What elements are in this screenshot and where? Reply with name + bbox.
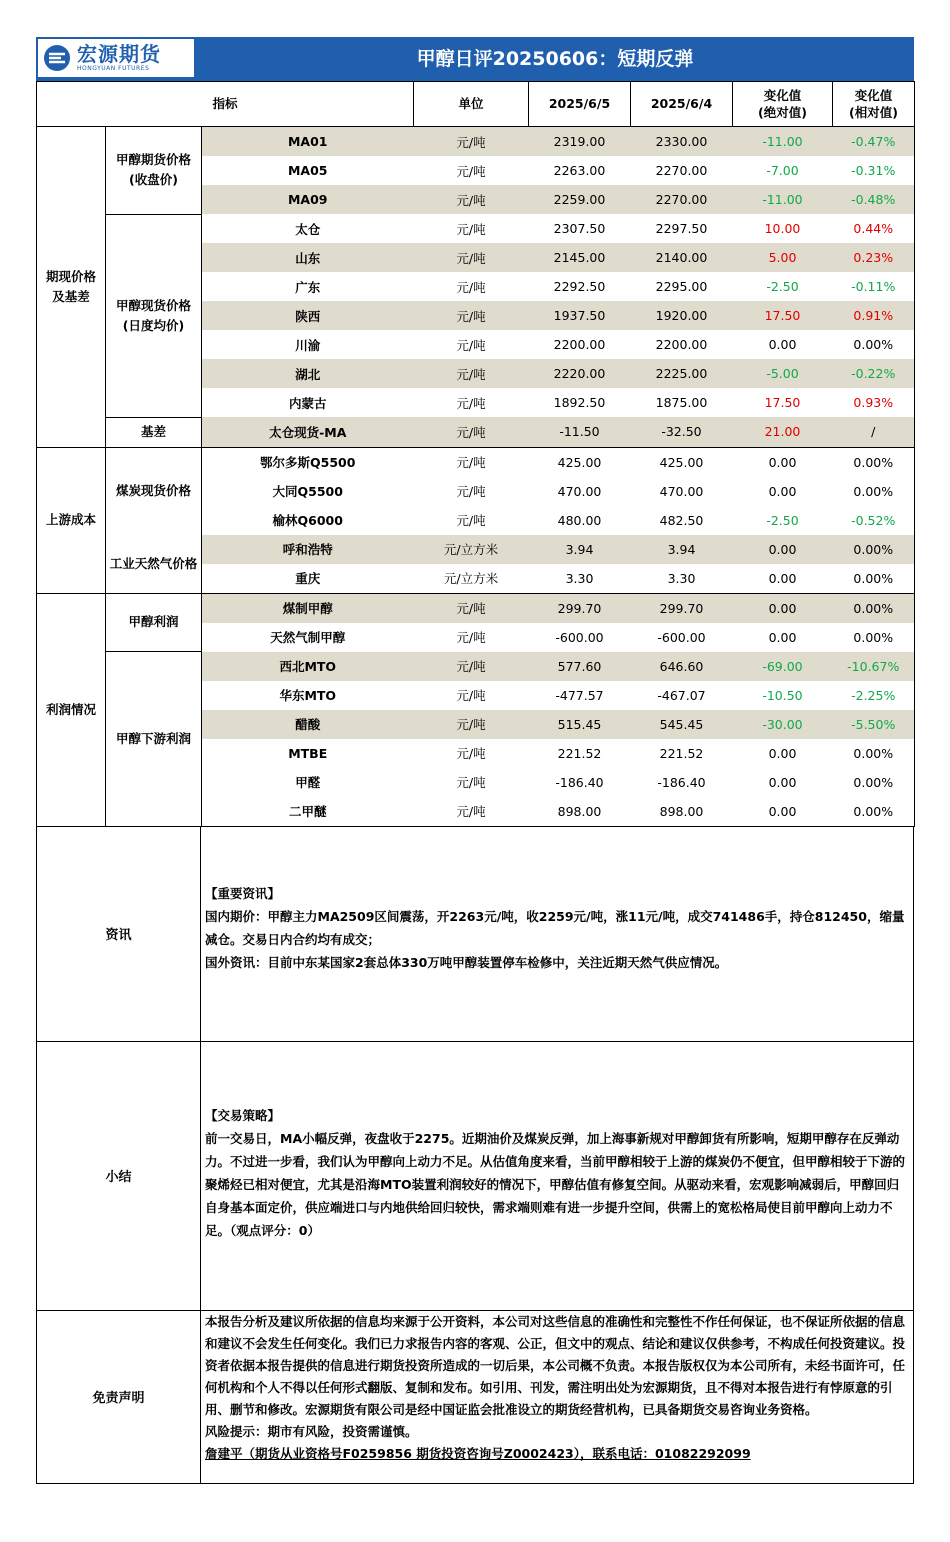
- hongyuan-logo-icon: [43, 44, 71, 72]
- cell-unit: 元/吨: [414, 243, 529, 272]
- cell-rel-change: 0.00%: [833, 330, 915, 359]
- cell-unit: 元/吨: [414, 681, 529, 710]
- cell-abs-change: -5.00: [733, 359, 833, 388]
- cell-unit: 元/吨: [414, 185, 529, 214]
- table-row: [37, 593, 915, 623]
- logo-english-text: HONGYUAN FUTURES: [77, 65, 150, 72]
- cell-rel-change: -5.50%: [833, 710, 915, 739]
- cell-date1-value: -477.57: [529, 681, 631, 710]
- disclaimer-section: [36, 1311, 914, 1484]
- cell-date2-value: 470.00: [631, 477, 733, 506]
- cell-unit: 元/吨: [414, 272, 529, 301]
- disclaimer-text: 本报告分析及建议所依据的信息均来源于公开资料，本公司对这些信息的准确性和完整性不作任何保证，也不保证所依据的信息和建议不会发生任何变化。我们已力求报告内容的客观、公正，但文中的观点、结论和建议仅供参考，不构成任何投资建议。投资者依据本报告提供的信息进行期货投资所造成的一切后果，本公司概不负责。本报告版权仅为本公司所有，未经书面许可，任何机构和个人不得以任何形式翻版、复制和发布。如引用、刊发，需注明出处为宏源期货，且不得对本报告进行有悖原意的引用、删节和修改。宏源期货有限公司是经中国证监会批准设立的期货经营机构，已具备期货交易咨询业务资格。: [205, 1313, 906, 1417]
- cell-date1-value: 3.94: [529, 535, 631, 564]
- cell-indicator: 内蒙古: [202, 388, 414, 417]
- cell-unit: 元/吨: [414, 506, 529, 535]
- cell-abs-change: 0.00: [733, 797, 833, 827]
- cell-rel-change: -0.47%: [833, 127, 915, 157]
- cell-rel-change: 0.00%: [833, 535, 915, 564]
- cell-rel-change: 0.00%: [833, 447, 915, 477]
- cell-indicator: 甲醛: [202, 768, 414, 797]
- cell-indicator: 太仓: [202, 214, 414, 243]
- header-indicator: 指标: [37, 82, 414, 127]
- cell-indicator: 榆林Q6000: [202, 506, 414, 535]
- header-abs-change-line1: 变化值: [763, 87, 802, 103]
- cell-abs-change: 0.00: [733, 768, 833, 797]
- cell-date1-value: 2292.50: [529, 272, 631, 301]
- sub-methanol-profit-line1: 甲醇利润: [128, 614, 179, 630]
- cell-indicator: 湖北: [202, 359, 414, 388]
- sub-basis: [106, 417, 202, 447]
- cell-rel-change: -0.31%: [833, 156, 915, 185]
- cell-indicator: 陕西: [202, 301, 414, 330]
- cell-indicator: 西北MTO: [202, 652, 414, 681]
- cell-abs-change: 0.00: [733, 739, 833, 768]
- cell-indicator: 煤制甲醇: [202, 593, 414, 623]
- cell-date1-value: 3.30: [529, 564, 631, 594]
- cell-date1-value: 1892.50: [529, 388, 631, 417]
- cell-unit: 元/吨: [414, 623, 529, 652]
- cell-indicator: 川渝: [202, 330, 414, 359]
- cell-date2-value: 3.94: [631, 535, 733, 564]
- cell-abs-change: -10.50: [733, 681, 833, 710]
- cell-unit: 元/立方米: [414, 564, 529, 594]
- cell-date1-value: 2259.00: [529, 185, 631, 214]
- cell-abs-change: 0.00: [733, 564, 833, 594]
- sub-spot-price-line2: (日度均价): [122, 317, 185, 333]
- section-upstream: 上游成本: [37, 447, 106, 593]
- cell-date2-value: 2270.00: [631, 156, 733, 185]
- cell-date2-value: 1920.00: [631, 301, 733, 330]
- sub-coal-price: [106, 447, 202, 535]
- cell-rel-change: 0.93%: [833, 388, 915, 417]
- cell-indicator: 二甲醚: [202, 797, 414, 827]
- cell-date2-value: 646.60: [631, 652, 733, 681]
- risk-warning: 风险提示：期市有风险，投资需谨慎。: [205, 1423, 418, 1439]
- cell-unit: 元/吨: [414, 797, 529, 827]
- cell-rel-change: /: [833, 417, 915, 447]
- cell-rel-change: -0.22%: [833, 359, 915, 388]
- cell-abs-change: 0.00: [733, 447, 833, 477]
- cell-unit: 元/吨: [414, 214, 529, 243]
- cell-date1-value: 470.00: [529, 477, 631, 506]
- cell-date2-value: -186.40: [631, 768, 733, 797]
- cell-date1-value: 2145.00: [529, 243, 631, 272]
- cell-rel-change: 0.00%: [833, 564, 915, 594]
- cell-date2-value: -467.07: [631, 681, 733, 710]
- cell-rel-change: -10.67%: [833, 652, 915, 681]
- cell-abs-change: 17.50: [733, 388, 833, 417]
- cell-date2-value: 299.70: [631, 593, 733, 623]
- cell-unit: 元/吨: [414, 127, 529, 157]
- sub-gas-price: [106, 535, 202, 594]
- sub-downstream-profit-line1: 甲醇下游利润: [115, 730, 191, 746]
- sub-futures-price: [106, 127, 202, 215]
- section-price-basis: 期现价格及基差: [37, 127, 106, 448]
- cell-date1-value: -11.50: [529, 417, 631, 447]
- cell-abs-change: -11.00: [733, 127, 833, 157]
- cell-unit: 元/吨: [414, 156, 529, 185]
- cell-unit: 元/吨: [414, 710, 529, 739]
- cell-date2-value: 2295.00: [631, 272, 733, 301]
- cell-indicator: 重庆: [202, 564, 414, 594]
- cell-date2-value: 2225.00: [631, 359, 733, 388]
- cell-abs-change: 10.00: [733, 214, 833, 243]
- cell-unit: 元/立方米: [414, 535, 529, 564]
- cell-abs-change: -69.00: [733, 652, 833, 681]
- cell-date1-value: 299.70: [529, 593, 631, 623]
- cell-date1-value: 577.60: [529, 652, 631, 681]
- cell-date2-value: 2330.00: [631, 127, 733, 157]
- cell-rel-change: -0.52%: [833, 506, 915, 535]
- cell-unit: 元/吨: [414, 593, 529, 623]
- header-unit: 单位: [414, 82, 529, 127]
- disclaimer-label: 免责声明: [37, 1311, 201, 1483]
- cell-indicator: 山东: [202, 243, 414, 272]
- analyst-contact: 詹建平（期货从业资格号F0259856 期货投资咨询号Z0002423），联系电话：01082292099: [205, 1445, 751, 1461]
- sub-spot-price-line1: 甲醇现货价格: [115, 297, 191, 313]
- cell-date2-value: 2200.00: [631, 330, 733, 359]
- cell-date1-value: 515.45: [529, 710, 631, 739]
- cell-date2-value: -600.00: [631, 623, 733, 652]
- cell-date2-value: 221.52: [631, 739, 733, 768]
- cell-date1-value: -600.00: [529, 623, 631, 652]
- cell-date2-value: 2297.50: [631, 214, 733, 243]
- sub-basis-line1: 基差: [140, 424, 166, 439]
- sub-coal-price-line1: 煤炭现货价格: [115, 483, 191, 498]
- cell-indicator: MA09: [202, 185, 414, 214]
- news-foreign: 国外资讯：目前中东某国家2套总体330万吨甲醇装置停车检修中，关注近期天然气供应情况。: [205, 954, 728, 970]
- summary-text: 前一交易日，MA小幅反弹，夜盘收于2275。近期油价及煤炭反弹，加上海事新规对甲醇卸货有所影响，短期甲醇存在反弹动力。不过进一步看，我们认为甲醇向上动力不足。从估值角度来看，当前甲醇相较于上游的煤炭仍不便宜，但甲醇相较于下游的聚烯烃已相对便宜，尤其是沿海MTO装置利润较好的情况下，甲醇估值有修复空间。从驱动来看，宏观影响减弱后，甲醇回归自身基本面定价，供应端进口与内地供给回归较快，需求端则难有进一步提升空间，供需上的宽松格局使目前甲醇向上动力不足。（观点评分：0）: [205, 1130, 906, 1238]
- cell-indicator: 天然气制甲醇: [202, 623, 414, 652]
- cell-unit: 元/吨: [414, 330, 529, 359]
- cell-date2-value: 1875.00: [631, 388, 733, 417]
- cell-indicator: MA05: [202, 156, 414, 185]
- cell-indicator: 太仓现货-MA: [202, 417, 414, 447]
- cell-indicator: 醋酸: [202, 710, 414, 739]
- cell-rel-change: 0.00%: [833, 768, 915, 797]
- summary-section: [36, 1042, 914, 1311]
- table-row: [37, 447, 915, 477]
- cell-abs-change: -2.50: [733, 272, 833, 301]
- logo-chinese-text: 宏源期货: [77, 42, 161, 66]
- cell-date1-value: 1937.50: [529, 301, 631, 330]
- cell-rel-change: 0.00%: [833, 593, 915, 623]
- cell-rel-change: -0.48%: [833, 185, 915, 214]
- cell-abs-change: 0.00: [733, 623, 833, 652]
- cell-abs-change: -30.00: [733, 710, 833, 739]
- news-body: [201, 827, 913, 1041]
- cell-abs-change: 0.00: [733, 593, 833, 623]
- cell-unit: 元/吨: [414, 447, 529, 477]
- cell-abs-change: 5.00: [733, 243, 833, 272]
- cell-date2-value: 2140.00: [631, 243, 733, 272]
- header-rel-change: [833, 82, 915, 127]
- cell-unit: 元/吨: [414, 301, 529, 330]
- cell-date1-value: 2263.00: [529, 156, 631, 185]
- cell-date1-value: -186.40: [529, 768, 631, 797]
- header-date2: 2025/6/4: [631, 82, 733, 127]
- cell-rel-change: -2.25%: [833, 681, 915, 710]
- cell-date2-value: 2270.00: [631, 185, 733, 214]
- sub-futures-price-line2: (收盘价): [129, 172, 178, 188]
- cell-indicator: 鄂尔多斯Q5500: [202, 447, 414, 477]
- cell-date1-value: 425.00: [529, 447, 631, 477]
- report-header: [36, 37, 914, 81]
- cell-abs-change: 0.00: [733, 535, 833, 564]
- price-table: [36, 81, 915, 827]
- cell-date2-value: 3.30: [631, 564, 733, 594]
- table-row: [37, 535, 915, 564]
- cell-unit: 元/吨: [414, 359, 529, 388]
- news-heading: 【重要资讯】: [205, 885, 281, 901]
- table-row: [37, 652, 915, 681]
- sub-methanol-profit: [106, 593, 202, 652]
- cell-abs-change: -7.00: [733, 156, 833, 185]
- table-header-row: [37, 82, 915, 127]
- page-title: 甲醇日评20250606：短期反弹: [416, 48, 694, 70]
- cell-rel-change: 0.91%: [833, 301, 915, 330]
- header-abs-change-line2: (绝对值): [758, 105, 807, 120]
- cell-indicator: 大同Q5500: [202, 477, 414, 506]
- cell-date1-value: 2307.50: [529, 214, 631, 243]
- summary-body: [201, 1042, 913, 1310]
- table-row: [37, 127, 915, 157]
- cell-unit: 元/吨: [414, 739, 529, 768]
- section-profit: 利润情况: [37, 593, 106, 826]
- news-section: [36, 827, 914, 1042]
- cell-date1-value: 480.00: [529, 506, 631, 535]
- summary-heading: 【交易策略】: [205, 1107, 281, 1123]
- cell-rel-change: 0.00%: [833, 739, 915, 768]
- cell-date1-value: 221.52: [529, 739, 631, 768]
- header-rel-change-line2: (相对值): [849, 105, 898, 120]
- cell-date2-value: 425.00: [631, 447, 733, 477]
- cell-unit: 元/吨: [414, 417, 529, 447]
- news-domestic: 国内期价：甲醇主力MA2509区间震荡，开2263元/吨，收2259元/吨，涨11元/吨，成交741486手，持仓812450，缩量减仓。交易日内合约均有成交；: [205, 908, 905, 947]
- methanol-daily-report: [36, 37, 914, 1484]
- header-rel-change-line1: 变化值: [854, 87, 893, 103]
- cell-indicator: 呼和浩特: [202, 535, 414, 564]
- cell-rel-change: 0.23%: [833, 243, 915, 272]
- cell-unit: 元/吨: [414, 388, 529, 417]
- cell-date2-value: 545.45: [631, 710, 733, 739]
- cell-abs-change: 21.00: [733, 417, 833, 447]
- cell-date2-value: 898.00: [631, 797, 733, 827]
- cell-indicator: 广东: [202, 272, 414, 301]
- cell-rel-change: 0.00%: [833, 477, 915, 506]
- cell-abs-change: 0.00: [733, 330, 833, 359]
- company-logo: [38, 39, 194, 77]
- cell-unit: 元/吨: [414, 652, 529, 681]
- table-row: [37, 417, 915, 447]
- cell-abs-change: -11.00: [733, 185, 833, 214]
- cell-date1-value: 898.00: [529, 797, 631, 827]
- cell-date2-value: -32.50: [631, 417, 733, 447]
- sub-spot-price: [106, 214, 202, 417]
- cell-abs-change: 17.50: [733, 301, 833, 330]
- header-date1: 2025/6/5: [529, 82, 631, 127]
- sub-downstream-profit: [106, 652, 202, 827]
- summary-label: 小结: [37, 1042, 201, 1310]
- cell-date1-value: 2200.00: [529, 330, 631, 359]
- cell-date1-value: 2319.00: [529, 127, 631, 157]
- cell-abs-change: 0.00: [733, 477, 833, 506]
- cell-date2-value: 482.50: [631, 506, 733, 535]
- disclaimer-body: [201, 1311, 913, 1483]
- cell-date1-value: 2220.00: [529, 359, 631, 388]
- sub-futures-price-line1: 甲醇期货价格: [115, 152, 191, 168]
- cell-rel-change: 0.44%: [833, 214, 915, 243]
- cell-rel-change: 0.00%: [833, 623, 915, 652]
- news-label: 资讯: [37, 827, 201, 1041]
- cell-indicator: MA01: [202, 127, 414, 157]
- cell-unit: 元/吨: [414, 768, 529, 797]
- table-row: [37, 214, 915, 243]
- cell-unit: 元/吨: [414, 477, 529, 506]
- cell-indicator: 华东MTO: [202, 681, 414, 710]
- cell-indicator: MTBE: [202, 739, 414, 768]
- cell-abs-change: -2.50: [733, 506, 833, 535]
- cell-rel-change: -0.11%: [833, 272, 915, 301]
- header-abs-change: [733, 82, 833, 127]
- cell-rel-change: 0.00%: [833, 797, 915, 827]
- sub-gas-price-line1: 工业天然气价格: [109, 555, 198, 571]
